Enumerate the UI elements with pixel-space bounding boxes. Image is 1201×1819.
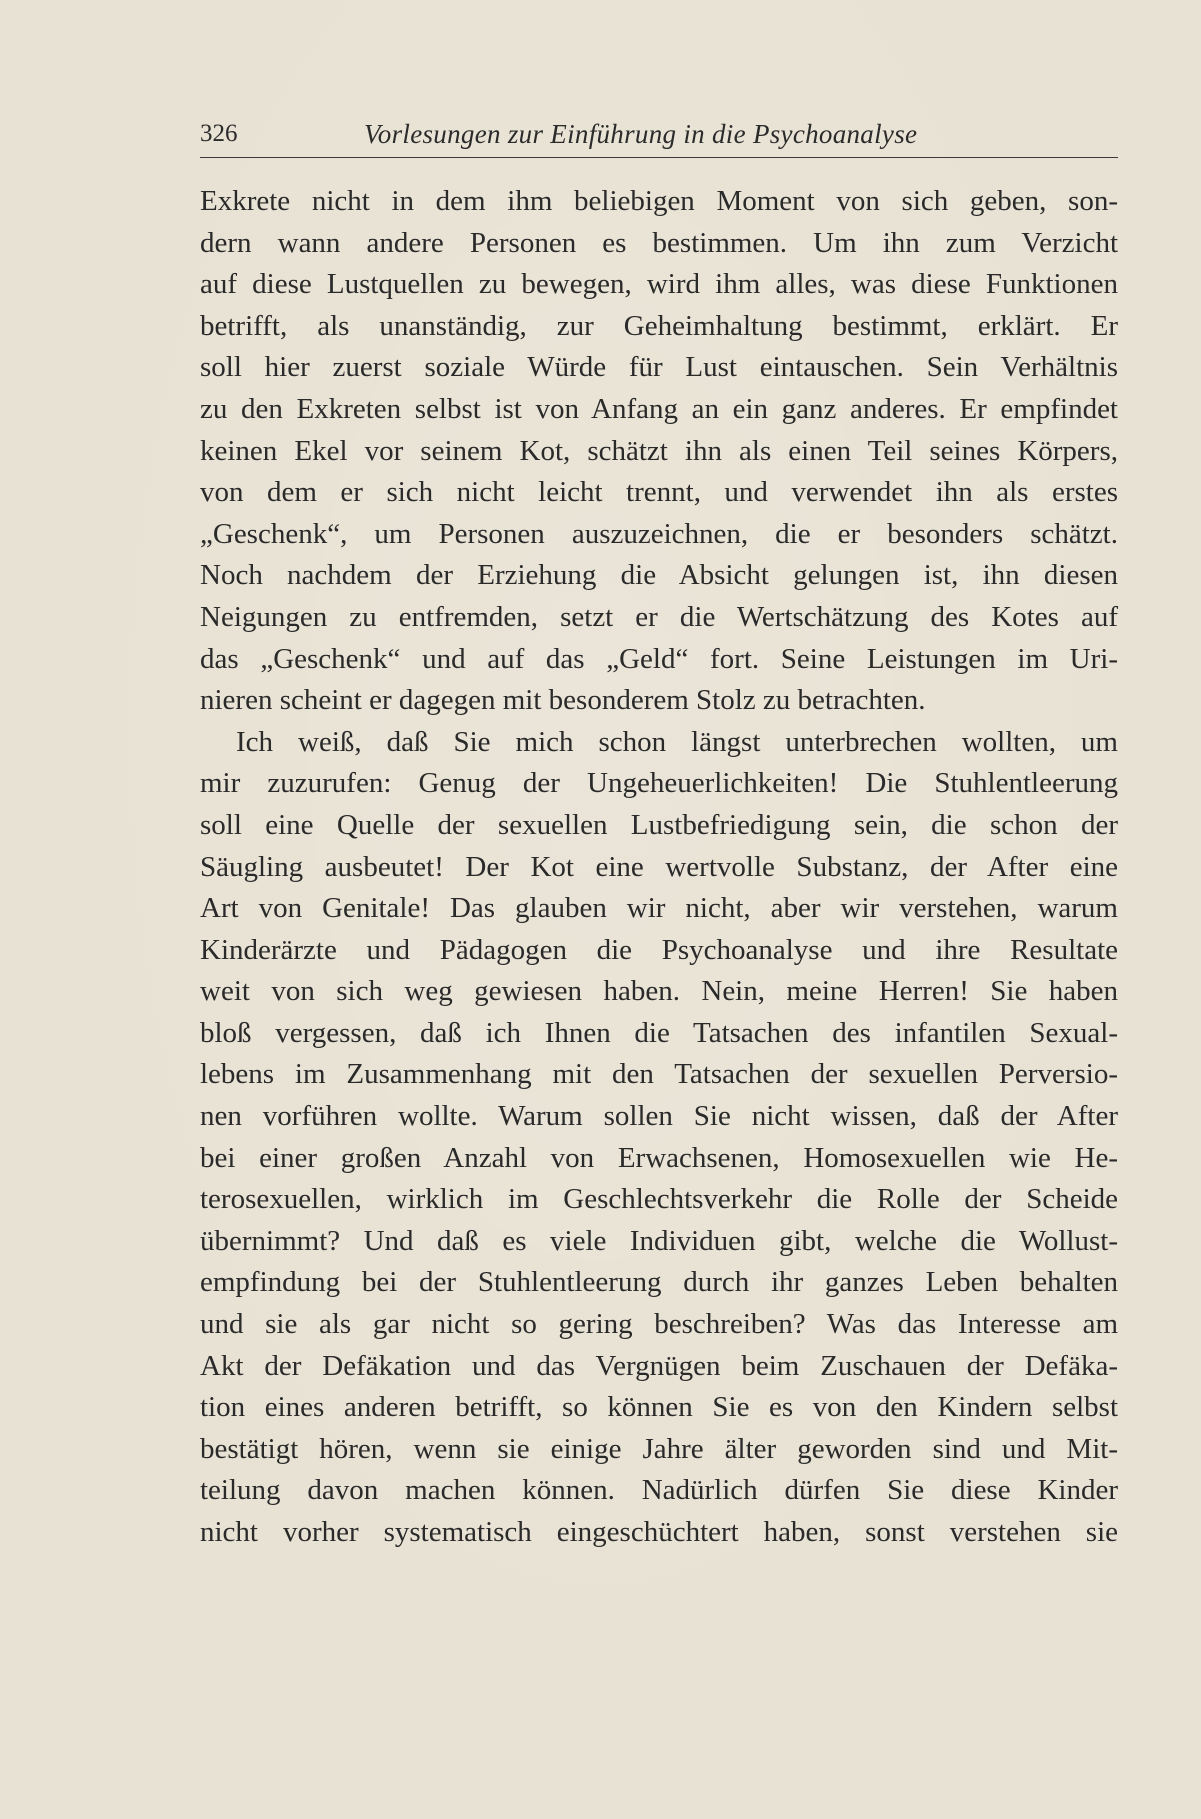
- text-line: soll eine Quelle der sexuellen Lustbefriedigung sein, die schon der: [200, 808, 1118, 841]
- body-text: [200, 181, 1118, 1554]
- text-line: zu den Exkreten selbst ist von Anfang an ein ganz anderes. Er empfindet: [200, 392, 1118, 425]
- header-rule: [200, 157, 1118, 158]
- text-line: Noch nachdem der Erziehung die Absicht gelungen ist, ihn diesen: [200, 559, 1118, 592]
- text-line: Ich weiß, daß Sie mich schon längst unterbrechen wollten, um: [236, 725, 1118, 758]
- text-line: tion eines anderen betrifft, so können Sie es von den Kindern selbst: [200, 1391, 1118, 1424]
- text-line: dern wann andere Personen es bestimmen. Um ihn zum Verzicht: [200, 226, 1118, 259]
- text-line: Exkrete nicht in dem ihm beliebigen Moment von sich geben, son-: [200, 185, 1118, 217]
- text-line: Akt der Defäkation und das Vergnügen beim Zuschauen der Defäka-: [200, 1349, 1118, 1382]
- text-line: nen vorführen wollte. Warum sollen Sie nicht wissen, daß der After: [200, 1100, 1118, 1133]
- text-line: nieren scheint er dagegen mit besonderem Stolz zu betrachten.: [200, 684, 926, 717]
- text-line: übernimmt? Und daß es viele Individuen gibt, welche die Wollust-: [200, 1224, 1118, 1257]
- text-line: Säugling ausbeutet! Der Kot eine wertvolle Substanz, der After eine: [200, 850, 1118, 883]
- text-line: auf diese Lustquellen zu bewegen, wird ihm alles, was diese Funktionen: [200, 268, 1118, 301]
- text-line: teilung davon machen können. Nadürlich dürfen Sie diese Kinder: [200, 1474, 1118, 1507]
- text-line: empfindung bei der Stuhlentleerung durch ihr ganzes Leben behalten: [200, 1266, 1118, 1299]
- page-number: 326: [200, 120, 238, 147]
- text-line: terosexuellen, wirklich im Geschlechtsverkehr die Rolle der Scheide: [200, 1183, 1118, 1216]
- text-line: Kinderärzte und Pädagogen die Psychoanalyse und ihre Resultate: [200, 933, 1118, 966]
- text-line: weit von sich weg gewiesen haben. Nein, meine Herren! Sie haben: [200, 975, 1118, 1008]
- text-line: lebens im Zusammenhang mit den Tatsachen der sexuellen Perversio-: [200, 1058, 1118, 1091]
- text-line: mir zuzurufen: Genug der Ungeheuerlichkeiten! Die Stuhlentleerung: [200, 767, 1118, 800]
- text-line: und sie als gar nicht so gering beschreiben? Was das Interesse am: [200, 1308, 1118, 1341]
- text-line: Art von Genitale! Das glauben wir nicht, aber wir verstehen, warum: [200, 892, 1118, 925]
- text-line: das „Geschenk“ und auf das „Geld“ fort. Seine Leistungen im Uri-: [200, 642, 1118, 675]
- text-line: bloß vergessen, daß ich Ihnen die Tatsachen des infantilen Sexual-: [200, 1016, 1118, 1049]
- text-line: betrifft, als unanständig, zur Geheimhaltung bestimmt, erklärt. Er: [200, 309, 1118, 342]
- text-line: Neigungen zu entfremden, setzt er die Wertschätzung des Kotes auf: [200, 600, 1118, 633]
- text-line: nicht vorher systematisch eingeschüchtert haben, sonst verstehen sie: [200, 1516, 1118, 1548]
- text-line: bei einer großen Anzahl von Erwachsenen, Homosexuellen wie He-: [200, 1141, 1118, 1174]
- text-line: von dem er sich nicht leicht trennt, und verwendet ihn als erstes: [200, 476, 1118, 509]
- page-header: [200, 116, 1118, 156]
- running-title: Vorlesungen zur Einführung in die Psychoanalyse: [364, 119, 918, 149]
- text-line: „Geschenk“, um Personen auszuzeichnen, die er besonders schätzt.: [200, 517, 1118, 550]
- text-line: bestätigt hören, wenn sie einige Jahre älter geworden sind und Mit-: [200, 1432, 1118, 1465]
- text-line: keinen Ekel vor seinem Kot, schätzt ihn als einen Teil seines Körpers,: [200, 434, 1118, 467]
- text-line: soll hier zuerst soziale Würde für Lust eintauschen. Sein Verhältnis: [200, 351, 1118, 384]
